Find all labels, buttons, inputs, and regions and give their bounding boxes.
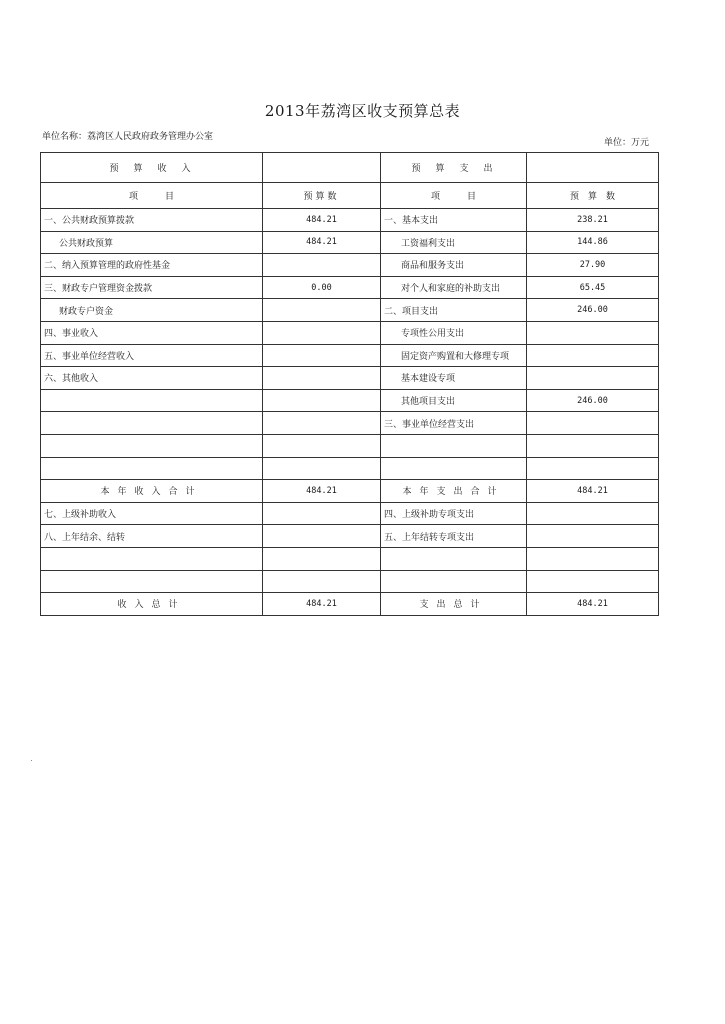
income-item [41,389,263,412]
income-value [263,299,381,322]
income-item [41,434,263,457]
income-value [263,570,381,593]
expense-value [527,367,659,390]
income-value [263,321,381,344]
income-item: 五、事业单位经营收入 [41,344,263,367]
income-item: 公共财政预算 [41,231,263,254]
table-row [41,299,659,322]
expense-value: 238.21 [527,209,659,232]
income-value [263,502,381,525]
expense-value: 144.86 [527,231,659,254]
expense-item: 一、基本支出 [381,209,527,232]
income-item: 三、财政专户管理资金拨款 [41,276,263,299]
expense-item [381,547,527,570]
expense-value [527,547,659,570]
income-total-value: 484.21 [263,593,381,616]
income-subtotal-label: 本年收入合计 [41,480,263,503]
income-item-header: 项 目 [41,183,263,209]
expense-item: 其他项目支出 [381,389,527,412]
table-row [41,570,659,593]
expense-item [381,457,527,480]
budget-table [40,152,659,616]
expense-value [527,457,659,480]
expense-total-label: 支出总计 [381,593,527,616]
income-subtotal-value: 484.21 [263,480,381,503]
table-row [41,389,659,412]
income-item: 财政专户资金 [41,299,263,322]
expense-value [527,570,659,593]
unit-name-label: 单位名称：荔湾区人民政府政务管理办公室 [42,132,214,142]
expense-item: 工资福利支出 [381,231,527,254]
expense-item-header: 项 目 [381,183,527,209]
expense-value-header: 预 算 数 [527,183,659,209]
expense-item [381,434,527,457]
table-row [41,547,659,570]
expense-value [527,412,659,435]
page-title: 2013年荔湾区收支预算总表 [264,102,461,120]
expense-item: 固定资产购置和大修理专项 [381,344,527,367]
income-item: 一、公共财政预算拨款 [41,209,263,232]
expense-value [527,434,659,457]
subtotal-row [41,480,659,503]
expense-subtotal-value: 484.21 [527,480,659,503]
expense-value [527,344,659,367]
expense-item: 基本建设专项 [381,367,527,390]
expense-subtotal-label: 本年支出合计 [381,480,527,503]
expense-item: 五、上年结转专项支出 [381,525,527,548]
income-value: 0.00 [263,276,381,299]
income-header: 预 算 收 入 [41,153,263,183]
income-total-label: 收入总计 [41,593,263,616]
table-row [41,254,659,277]
table-row [41,367,659,390]
expense-total-value: 484.21 [527,593,659,616]
income-value [263,547,381,570]
table-row [41,525,659,548]
income-value [263,367,381,390]
income-value [263,434,381,457]
table-row [41,276,659,299]
expense-value: 246.00 [527,389,659,412]
table-subheader-row [41,183,659,209]
income-item: 七、上级补助收入 [41,502,263,525]
expense-item: 商品和服务支出 [381,254,527,277]
header-blank [263,153,381,183]
income-value [263,254,381,277]
income-value [263,412,381,435]
income-value: 484.21 [263,231,381,254]
expense-item: 三、事业单位经营支出 [381,412,527,435]
table-row [41,434,659,457]
income-item: 八、上年结余、结转 [41,525,263,548]
expense-item [381,570,527,593]
expense-value: 27.90 [527,254,659,277]
expense-value [527,525,659,548]
table-row [41,344,659,367]
unit-label: 单位：万元 [604,138,650,148]
income-value: 484.21 [263,209,381,232]
expense-item: 四、上级补助专项支出 [381,502,527,525]
table-row [41,412,659,435]
table-row [41,457,659,480]
expense-item: 二、项目支出 [381,299,527,322]
income-item [41,457,263,480]
income-item [41,412,263,435]
income-item: 二、纳入预算管理的政府性基金 [41,254,263,277]
table-row [41,231,659,254]
income-item [41,570,263,593]
expense-item: 对个人和家庭的补助支出 [381,276,527,299]
income-value-header: 预算数 [263,183,381,209]
income-value [263,525,381,548]
expense-value: 246.00 [527,299,659,322]
expense-value: 65.45 [527,276,659,299]
income-item: 六、其他收入 [41,367,263,390]
expense-value [527,502,659,525]
income-value [263,389,381,412]
scan-speck [31,760,32,761]
total-row [41,593,659,616]
table-row [41,502,659,525]
expense-item: 专项性公用支出 [381,321,527,344]
income-item: 四、事业收入 [41,321,263,344]
income-item [41,547,263,570]
income-value [263,457,381,480]
expense-header: 预 算 支 出 [381,153,527,183]
table-header-row [41,153,659,183]
table-row [41,209,659,232]
income-value [263,344,381,367]
table-row [41,321,659,344]
expense-value [527,321,659,344]
header-blank [527,153,659,183]
